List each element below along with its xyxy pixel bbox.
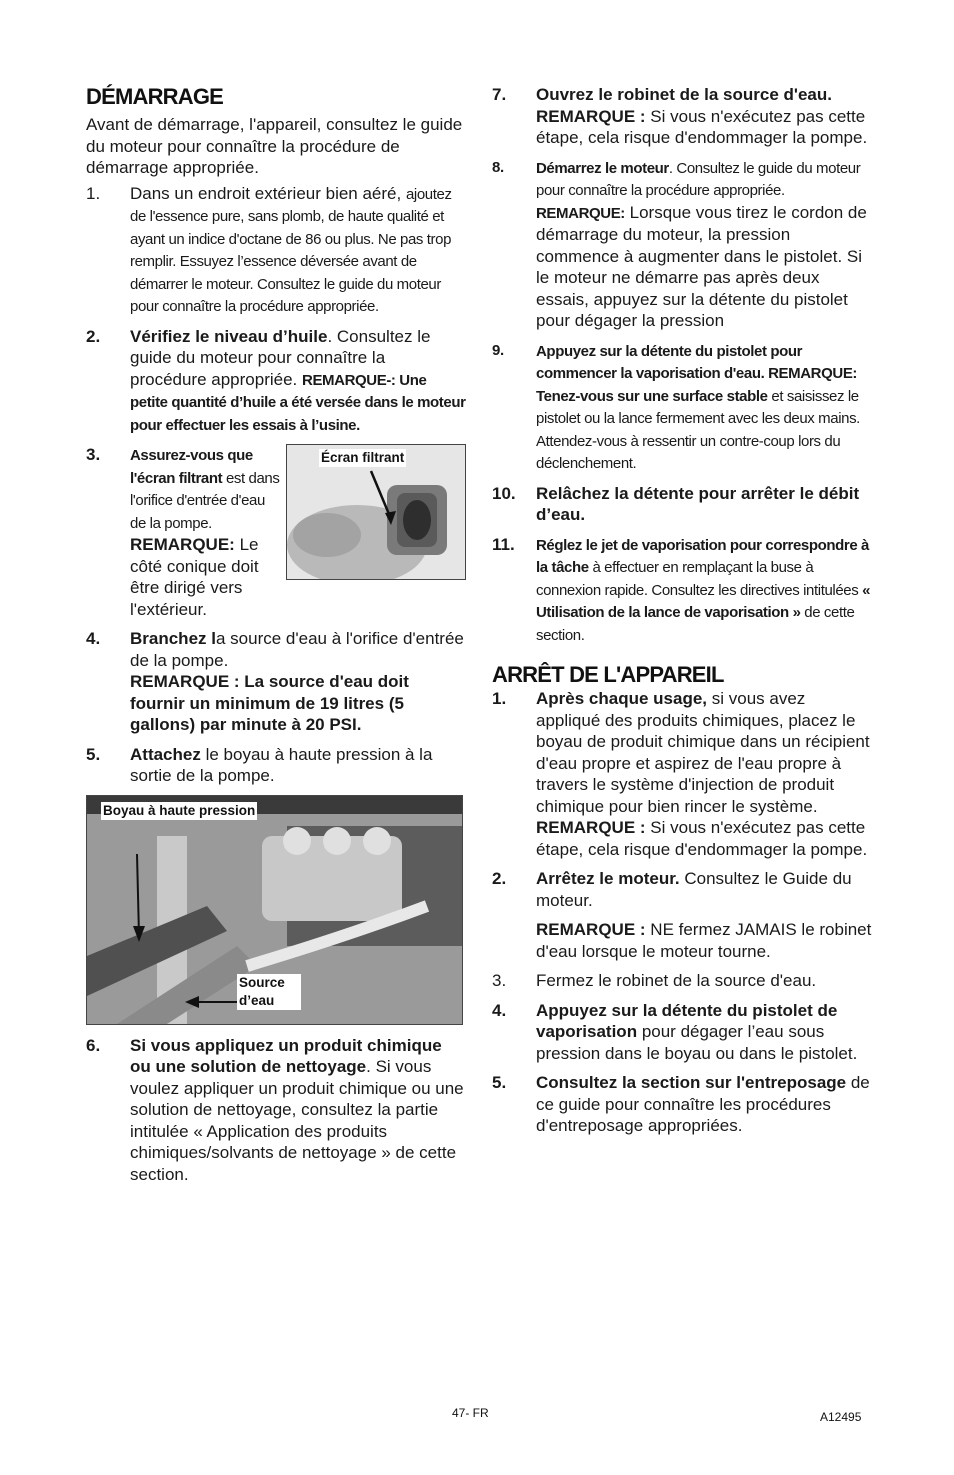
step-bold-text: Assurez-vous que l'écran filtrant [130,447,253,487]
left-column [86,84,466,1193]
step-bold-text: Si vous appliquez un produit chimique ou une solution de nettoyage [130,1035,442,1076]
step-3 [86,444,466,620]
step-text: Consultez le Guide du moteur. [536,869,852,910]
step-10 [492,483,872,526]
step-bold-text: Arrêtez le moteur. [536,869,680,888]
step-5 [86,744,466,787]
step-8 [492,157,872,332]
step-text: de cette section. [536,604,855,644]
note-text: NE fermez JAMAIS le robinet d'eau lorsque le moteur tourne. [536,920,872,961]
shutdown-note [492,919,872,962]
step-bold-text: Branchez l [130,629,216,648]
step-text: Si vous n'exécutez pas cette étape, cela risque d'endommager la pompe. [536,106,868,147]
note-label: REMARQUE : [536,920,646,939]
right-column [492,84,872,1145]
step-number: 2. [492,869,507,888]
step-number: 10. [492,483,516,503]
step-9 [492,340,872,475]
step-text: . Consultez le guide du moteur pour connaître la procédure appropriée. [130,326,431,389]
step-number: 1. [86,183,101,203]
step-text: ajoutez de l'essence pure, sans plomb, de haute qualité et ayant un indice d'octane de 86 ou plus. Ne pas trop remplir. Essuyez l’essence déversée avant de démarrer le moteur. Consultez le guide du moteur pour connaître la procédure appropriée. [130,185,452,315]
step-number: 3. [492,971,507,990]
step-note: REMARQUE-: Une petite quantité d’huile a été versée dans le moteur pour effectuer les essais à l’usine. [130,371,466,434]
step-bold-text: Consultez la section sur l'entreposage [536,1073,847,1092]
intro-paragraph: Avant de démarrage, l'appareil, consultez le guide du moteur pour connaître la procédure de démarrage appropriée. [86,115,463,177]
step-number: 8. [492,158,504,176]
step-bold-text: Ouvrez le robinet de la source d'eau. REMARQUE : [536,85,832,126]
step-text: Le côté conique doit être dirigé vers l'extérieur. [130,535,259,619]
step-note: REMARQUE : [536,818,646,837]
shutdown-step-5 [492,1072,872,1137]
section-title-arret: ARRÊT DE L'APPAREIL [492,662,724,687]
step-note: REMARQUE: [536,204,625,222]
step-text: . Si vous voulez appliquer un produit chimique ou une solution de nettoyage, consultez la partie intitulée « Application des produits chimiques/solvants de nettoyage » de cette section. [130,1057,464,1184]
step-number: 4. [492,1000,507,1020]
step-bold-text: Après chaque usage, [536,689,708,708]
step-text: et saisissez le pistolet ou la lance fermement avec les deux mains. Attendez-vous à ressentir un contre-coup lors du déclenchement. [536,387,860,472]
step-note: REMARQUE: [130,535,235,554]
step-text: a source d'eau à l'orifice d'entrée de la pompe. [130,629,464,670]
figure-label-hose: Boyau à haute pression [103,802,256,818]
step-bold-text: Appuyez sur la détente du pistolet de vaporisation [536,1000,838,1041]
step-text: pour dégager l’eau sous pression dans le boyau ou dans le pistolet. [536,1022,858,1063]
shutdown-step-1 [492,688,872,860]
step-6 [86,1035,466,1186]
step-text: si vous avez appliqué des produits chimiques, placez le boyau de produit chimique dans un récipient d'eau propre et aspirez de l'eau propre à travers le système d'injection de produit chimique pour bien rincer le système. [536,689,870,816]
step-4 [86,628,466,736]
step-bold-text: Vérifiez le niveau d’huile [130,326,328,346]
step-bold-text: Démarrez le moteur [536,159,669,177]
step-text: . Consultez le guide du moteur pour connaître la procédure appropriée. [536,159,861,199]
step-1 [86,183,466,318]
step-text: à effectuer en remplaçant la buse à connexion rapide. Consultez les directives intitulées [536,559,863,599]
page-number: 47- FR [452,1406,489,1420]
step-note: REMARQUE : La source d'eau doit fournir un minimum de 19 litres (5 gallons) par minute à 20 PSI. [130,672,409,734]
step-text-lead: Dans un endroit extérieur bien aéré, [130,183,402,203]
shutdown-step-4 [492,1000,872,1065]
step-text: Si vous n'exécutez pas cette étape, cela risque d'endommager la pompe. [536,818,868,859]
step-number: 1. [492,689,507,708]
step-number: 3. [86,445,101,464]
filter-screen-figure [286,444,466,580]
step-bold-ref: « Utilisation de la lance de vaporisation » [536,581,871,621]
step-bold-text: Attachez [130,744,201,764]
document-code: A12495 [820,1410,862,1424]
step-text: le boyau à haute pression à la sortie de la pompe. [130,744,433,785]
shutdown-step-3 [492,970,872,992]
step-number: 5. [86,744,101,764]
step-text: Fermez le robinet de la source d'eau. [536,971,817,990]
shutdown-step-2 [492,868,872,911]
step-number: 5. [492,1073,507,1092]
step-number: 4. [86,629,101,648]
figure-label-source: Source d’eau [237,974,301,1010]
pump-connection-figure [86,795,463,1025]
step-2 [86,326,466,437]
step-bold-text: Appuyez sur la détente du pistolet pour commencer la vaporisation d'eau. REMARQUE: Tenez-vous sur une surface stable [536,342,858,405]
step-number: 7. [492,85,507,104]
step-bold-text: Réglez le jet de vaporisation pour correspondre à la tâche [536,536,869,576]
step-11 [492,534,872,647]
step-number: 11. [492,534,515,554]
step-bold-text: Relâchez la détente pour arrêter le débit d’eau. [536,483,860,524]
step-text: de ce guide pour connaître les procédures d'entreposage appropriées. [536,1073,870,1135]
step-7 [492,84,872,149]
step-text: est dans l'orifice d'entrée d'eau de la pompe. [130,469,280,532]
step-number: 2. [86,326,101,346]
step-text: Lorsque vous tirez le cordon de démarrage du moteur, la pression commence à augmenter dans le pistolet. Si le moteur ne démarre pas après deux essais, appuyez sur la détente du pistolet pour dégager la pression [536,202,867,330]
figure-label-screen: Écran filtrant [321,450,405,465]
step-number: 9. [492,341,504,359]
section-title-demarrage: DÉMARRAGE [86,84,224,109]
step-number: 6. [86,1035,101,1055]
